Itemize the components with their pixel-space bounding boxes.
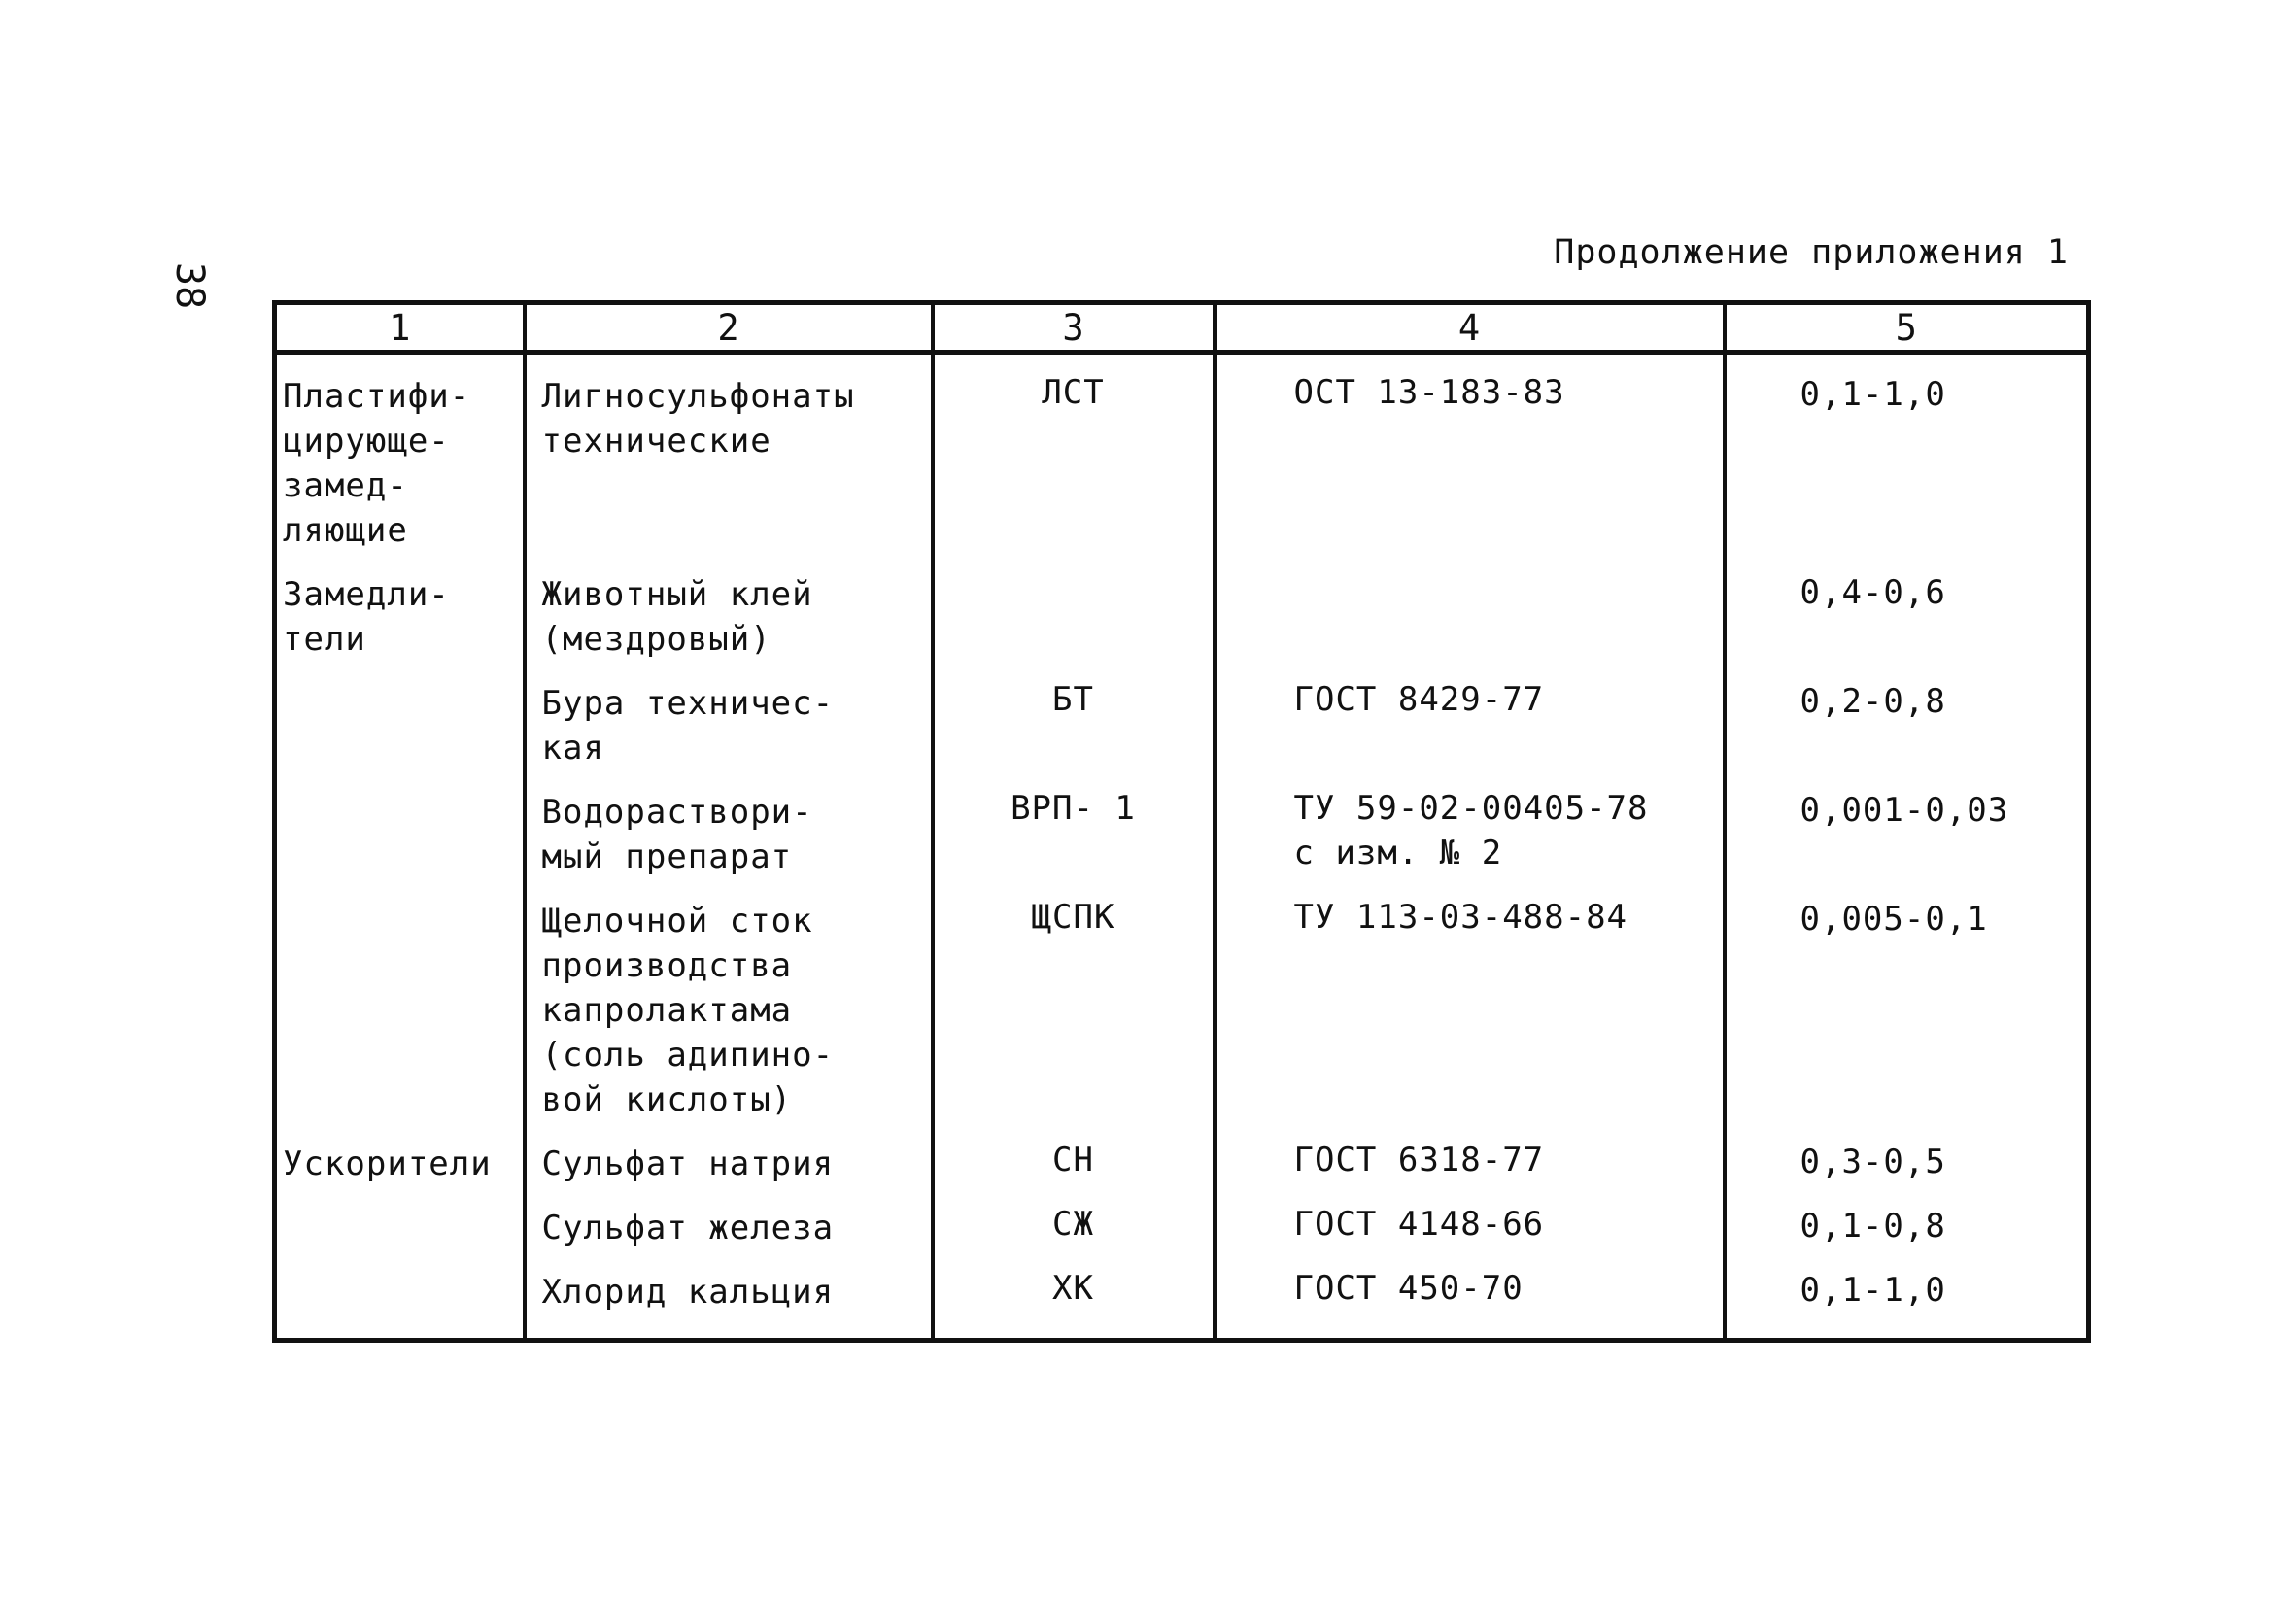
category-line: ляющие <box>283 511 408 550</box>
dosage-cell: 0,005-0,1 <box>1725 879 2089 1122</box>
name-line: Лигносульфонаты <box>541 377 855 416</box>
category-cell <box>275 353 525 554</box>
category-cell <box>275 770 525 879</box>
name-line: (соль адипино- <box>541 1036 835 1075</box>
category-line: цирующе- <box>283 422 450 461</box>
code-cell: ВРП- 1 <box>933 770 1215 879</box>
name-line: Щелочной сток <box>541 902 813 940</box>
category-line: Пластифи- <box>283 377 471 416</box>
name-line: кая <box>541 729 604 768</box>
category-cell <box>275 662 525 770</box>
name-cell <box>525 1186 933 1250</box>
code-cell: ЛСТ <box>933 353 1215 554</box>
category-line: Ускорители <box>283 1145 492 1183</box>
name-line: Хлорид кальция <box>541 1273 835 1312</box>
standard-cell <box>1215 770 1725 879</box>
category-line: замед- <box>283 466 408 505</box>
dosage-cell: 0,2-0,8 <box>1725 662 2089 770</box>
standard-cell <box>1215 1186 1725 1250</box>
table-row <box>275 1186 2089 1250</box>
table-row <box>275 353 2089 554</box>
standard-cell <box>1215 353 1725 554</box>
name-cell <box>525 662 933 770</box>
dosage-cell: 0,1-0,8 <box>1725 1186 2089 1250</box>
category-cell <box>275 879 525 1122</box>
standard-cell <box>1215 662 1725 770</box>
code-cell: ХК <box>933 1250 1215 1341</box>
standard-line: ТУ 113-03-488-84 <box>1293 898 1628 937</box>
name-cell <box>525 879 933 1122</box>
category-cell <box>275 1122 525 1186</box>
column-header-5: 5 <box>1725 303 2089 353</box>
standard-cell <box>1215 1122 1725 1186</box>
standard-line: ОСТ 13-183-83 <box>1293 373 1565 412</box>
appendix-table <box>272 300 2091 1343</box>
code-cell: СЖ <box>933 1186 1215 1250</box>
dosage-cell: 0,1-1,0 <box>1725 353 2089 554</box>
name-line: Животный клей <box>541 575 813 614</box>
name-line: вой кислоты) <box>541 1080 793 1119</box>
dosage-cell: 0,1-1,0 <box>1725 1250 2089 1341</box>
standard-line: ГОСТ 8429-77 <box>1293 680 1545 719</box>
name-cell <box>525 770 933 879</box>
name-cell <box>525 1250 933 1341</box>
continuation-title: Продолжение приложения 1 <box>1554 233 2069 272</box>
category-line: тели <box>283 620 366 659</box>
code-cell: БТ <box>933 662 1215 770</box>
column-header-2: 2 <box>525 303 933 353</box>
name-line: Водораствори- <box>541 793 813 832</box>
column-header-4: 4 <box>1215 303 1725 353</box>
name-line: (мездровый) <box>541 620 771 659</box>
standard-line: ГОСТ 450-70 <box>1293 1269 1524 1308</box>
dosage-cell: 0,001-0,03 <box>1725 770 2089 879</box>
column-header-3: 3 <box>933 303 1215 353</box>
table-row <box>275 770 2089 879</box>
code-cell: ЩСПК <box>933 879 1215 1122</box>
name-cell <box>525 553 933 662</box>
name-line: Сульфат железа <box>541 1209 835 1247</box>
name-cell <box>525 1122 933 1186</box>
category-cell <box>275 1250 525 1341</box>
code-cell <box>933 553 1215 662</box>
name-line: технические <box>541 422 771 461</box>
standard-line: ГОСТ 4148-66 <box>1293 1205 1545 1244</box>
dosage-cell: 0,3-0,5 <box>1725 1122 2089 1186</box>
name-line: капролактама <box>541 991 793 1030</box>
name-cell <box>525 353 933 554</box>
standard-line: с изм. № 2 <box>1293 834 1503 872</box>
code-cell: СН <box>933 1122 1215 1186</box>
dosage-cell: 0,4-0,6 <box>1725 553 2089 662</box>
standard-cell <box>1215 1250 1725 1341</box>
category-line: Замедли- <box>283 575 450 614</box>
table-row <box>275 1250 2089 1341</box>
column-header-1: 1 <box>275 303 525 353</box>
table-row <box>275 662 2089 770</box>
category-cell <box>275 553 525 662</box>
standard-cell <box>1215 879 1725 1122</box>
page-number: 38 <box>167 262 212 310</box>
name-line: Сульфат натрия <box>541 1145 835 1183</box>
table-row <box>275 553 2089 662</box>
name-line: Бура техничес- <box>541 684 835 723</box>
name-line: производства <box>541 946 793 985</box>
table-row <box>275 1122 2089 1186</box>
table-row <box>275 879 2089 1122</box>
table-header-row <box>275 303 2089 353</box>
standard-line: ГОСТ 6318-77 <box>1293 1141 1545 1179</box>
name-line: мый препарат <box>541 837 793 876</box>
category-cell <box>275 1186 525 1250</box>
standard-cell <box>1215 553 1725 662</box>
standard-line: ТУ 59-02-00405-78 <box>1293 789 1649 828</box>
